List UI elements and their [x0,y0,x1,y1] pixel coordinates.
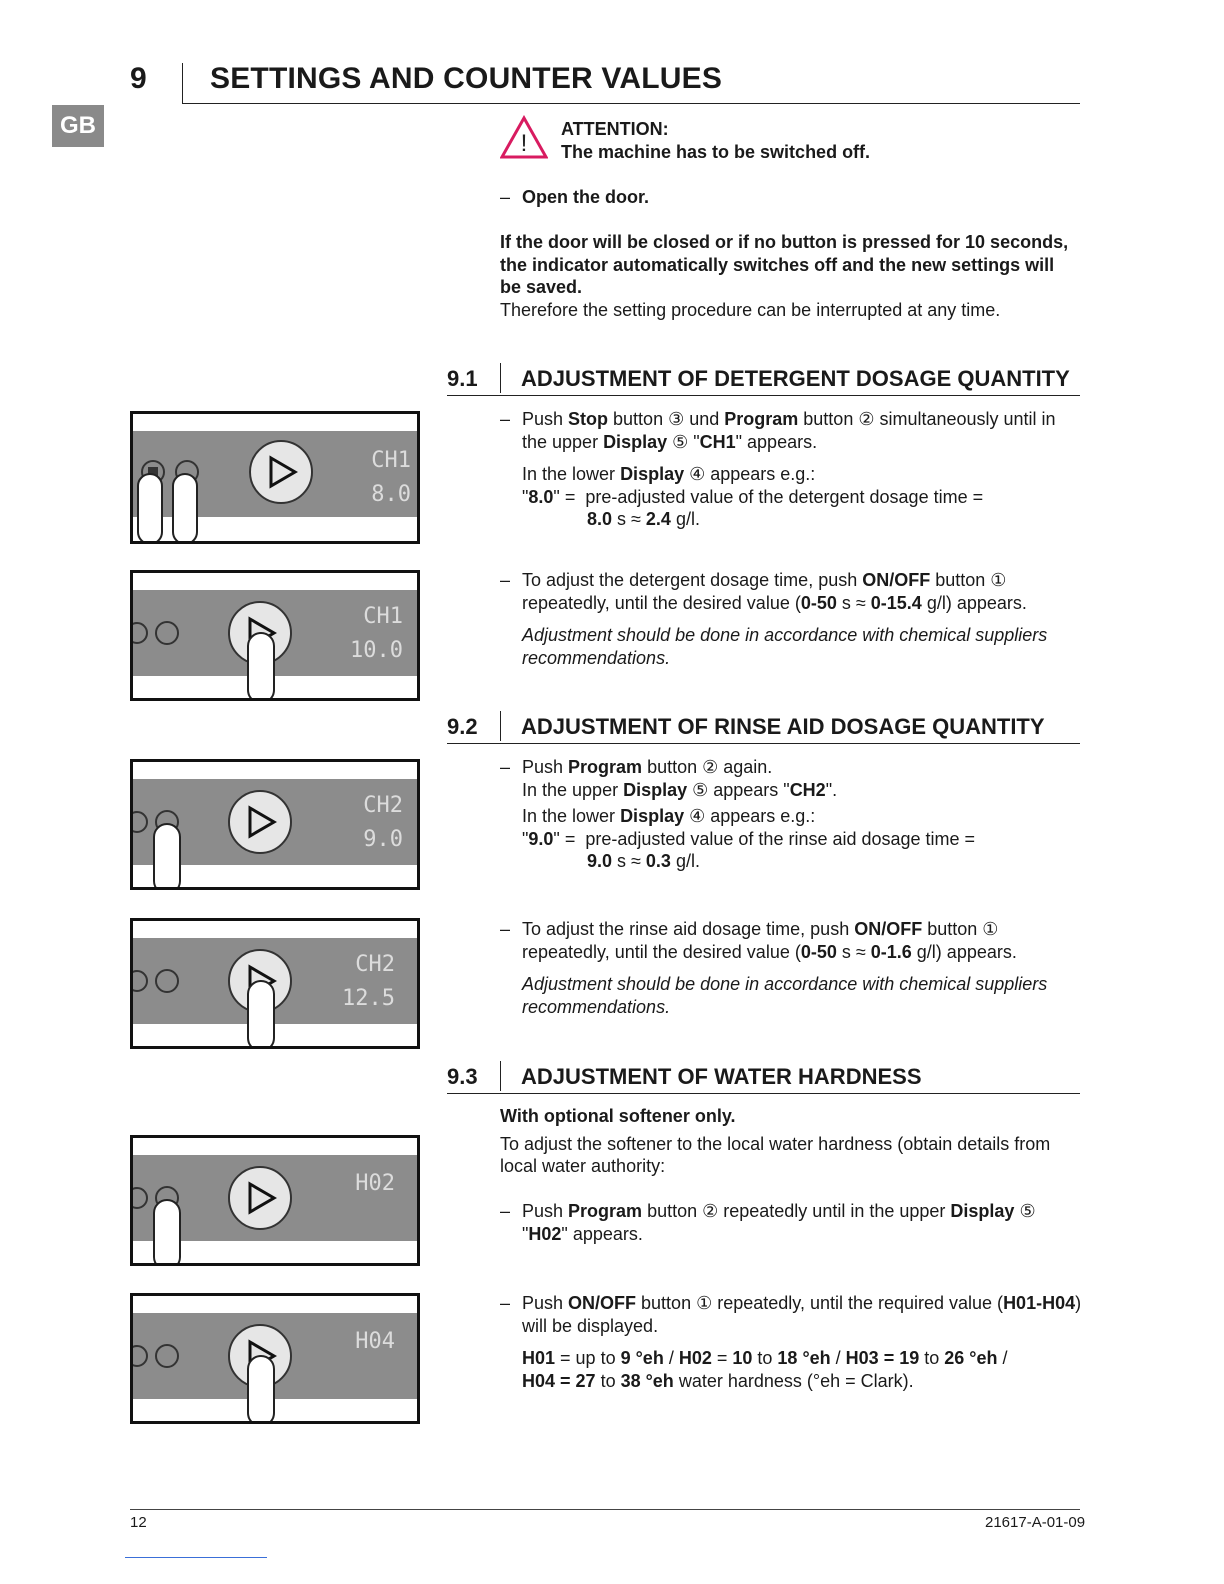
attention-text: The machine has to be switched off. [561,142,871,162]
display-panel-illustration [130,918,420,1049]
panel-graphic [133,414,417,541]
step-detergent-2: – To adjust the detergent dosage time, push ON/OFF button ① repeatedly, until the desired value (0-50 s ≈ 0-15.4 g/l) appears. Adjustment should be done in accordance with chemical suppliers recommendations. [500,570,1048,668]
display-panel-illustration [130,411,420,544]
section-rule [447,395,1080,396]
language-tab: GB [52,105,104,147]
document-code: 21617-A-01-09 [985,1514,1086,1531]
section-title: ADJUSTMENT OF RINSE AID DOSAGE QUANTITY [521,714,1045,739]
chapter-title: SETTINGS AND COUNTER VALUES [210,62,723,95]
display-panel-illustration [130,570,420,701]
section-divider [500,363,501,393]
step-detergent-1: – Push Stop button ③ und Program button ② simultaneously until in the upper Display ⑤ "CH1" appears. In the lower Display ④ appears e.g.: "8.0" = pre-adjusted value of the detergent dosage time = 8.0 s ≈ 2.4 g/l. [500,409,1056,529]
chapter-number: 9 [130,62,147,95]
warning-icon [500,115,548,159]
section-title: ADJUSTMENT OF DETERGENT DOSAGE QUANTITY [521,366,1070,391]
lower-display: 10.0 [350,638,403,663]
bottom-accent-line [125,1557,267,1558]
panel-graphic [133,573,417,698]
attention-label: ATTENTION: [561,119,669,139]
upper-display: H04 [355,1329,395,1354]
door-note: If the door will be closed or if no button is pressed for 10 seconds, the indicator automatically switches off and the new settings will be saved. Therefore the setting procedure can be interrupted at any time. [500,232,1069,320]
section-divider [500,1061,501,1091]
lower-display: 8.0 [371,482,411,507]
footer-rule [130,1509,1080,1510]
panel-graphic [133,1138,417,1263]
upper-display: H02 [355,1171,395,1196]
panel-graphic [133,921,417,1046]
panel-graphic [133,1296,417,1421]
step-hardness-2: – Push ON/OFF button ① repeatedly, until the required value (H01-H04) will be displayed. H01 = up to 9 °eh / H02 = 10 to 18 °eh / H03 = 19 to 26 °eh / H04 = 27 to 38 °eh water hardness (°eh = Clark). [500,1293,1082,1391]
section-number: 9.3 [447,1064,478,1089]
upper-display: CH1 [371,448,411,473]
step-rinse-1: – Push Program button ② again. In the upper Display ⑤ appears "CH2". In the lower Display ④ appears e.g.: "9.0" = pre-adjusted value of the rinse aid dosage time = 9.0 s ≈ 0.3 g/l. [500,757,976,871]
section-divider [500,711,501,741]
softener-intro: With optional softener only. To adjust the softener to the local water hardness (obtain details from local water authority: [500,1106,1051,1176]
section-number: 9.1 [447,366,478,391]
section-title: ADJUSTMENT OF WATER HARDNESS [521,1064,922,1089]
chapter-divider [182,63,183,103]
section-rule [447,1093,1080,1094]
display-panel-illustration [130,759,420,890]
chapter-rule [182,103,1080,104]
upper-display: CH2 [355,952,395,977]
step-rinse-2: – To adjust the rinse aid dosage time, push ON/OFF button ① repeatedly, until the desired value (0-50 s ≈ 0-1.6 g/l) appears. Adjustment should be done in accordance with chemical suppliers recommendations. [500,919,1048,1017]
upper-display: CH2 [363,793,403,818]
display-panel-illustration [130,1135,420,1266]
section-rule [447,743,1080,744]
svg-text:!: ! [520,130,528,157]
lower-display: 12.5 [342,986,395,1011]
section-number: 9.2 [447,714,478,739]
page-number: 12 [130,1514,147,1531]
upper-display: CH1 [363,604,403,629]
panel-graphic [133,762,417,887]
display-panel-illustration [130,1293,420,1424]
lower-display: 9.0 [363,827,403,852]
open-door-step: – Open the door. [500,187,650,207]
step-hardness-1: – Push Program button ② repeatedly until in the upper Display ⑤ "H02" appears. [500,1201,1036,1244]
